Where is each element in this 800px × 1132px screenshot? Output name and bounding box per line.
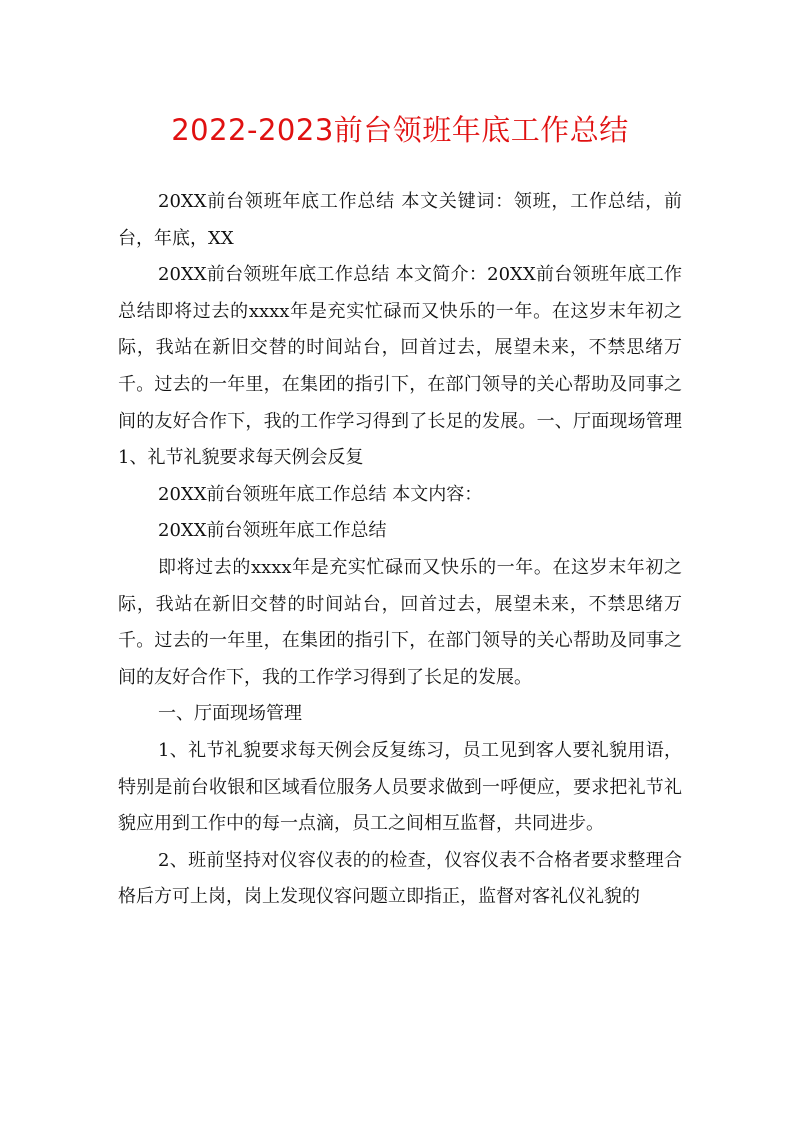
paragraph-item-1: 1、礼节礼貌要求每天例会反复练习，员工见到客人要礼貌用语，特别是前台收银和区域看位服务人员要求做到一呼便应，要求把礼节礼貌应用到工作中的每一点滴，员工之间相互监督，共同进步。 — [118, 739, 682, 835]
document-body — [118, 184, 682, 916]
paragraph-item-2: 2、班前坚持对仪容仪表的的检查，仪容仪表不合格者要求整理合格后方可上岗，岗上发现仪容问题立即指正，监督对客礼仪礼貌的 — [118, 849, 682, 908]
paragraph-content-label: 20XX前台领班年底工作总结 本文内容： — [158, 483, 483, 505]
document-title: 2022-2023前台领班年底工作总结 — [171, 113, 629, 147]
section-heading-floor-management: 一、厅面现场管理 — [158, 703, 302, 725]
paragraph-intro: 即将过去的xxxx年是充实忙碌而又快乐的一年。在这岁末年初之际，我站在新旧交替的时间站台，回首过去，展望未来，不禁思绪万千。过去的一年里，在集团的指引下，在部门领导的关心帮助及同事之间的友好合作下，我的工作学习得到了长足的发展。 — [118, 556, 682, 688]
paragraph-subtitle: 20XX前台领班年底工作总结 — [158, 520, 387, 542]
paragraph-summary: 20XX前台领班年底工作总结 本文简介：20XX前台领班年底工作总结即将过去的xxxx年是充实忙碌而又快乐的一年。在这岁末年初之际，我站在新旧交替的时间站台，回首过去，展望未来，不禁思绪万千。过去的一年里，在集团的指引下，在部门领导的关心帮助及同事之间的友好合作下，我的工作学习得到了长足的发展。一、厅面现场管理1、礼节礼貌要求每天例会反复 — [118, 264, 682, 469]
paragraph-keywords: 20XX前台领班年底工作总结 本文关键词：领班，工作总结，前台，年底，XX — [118, 191, 682, 249]
